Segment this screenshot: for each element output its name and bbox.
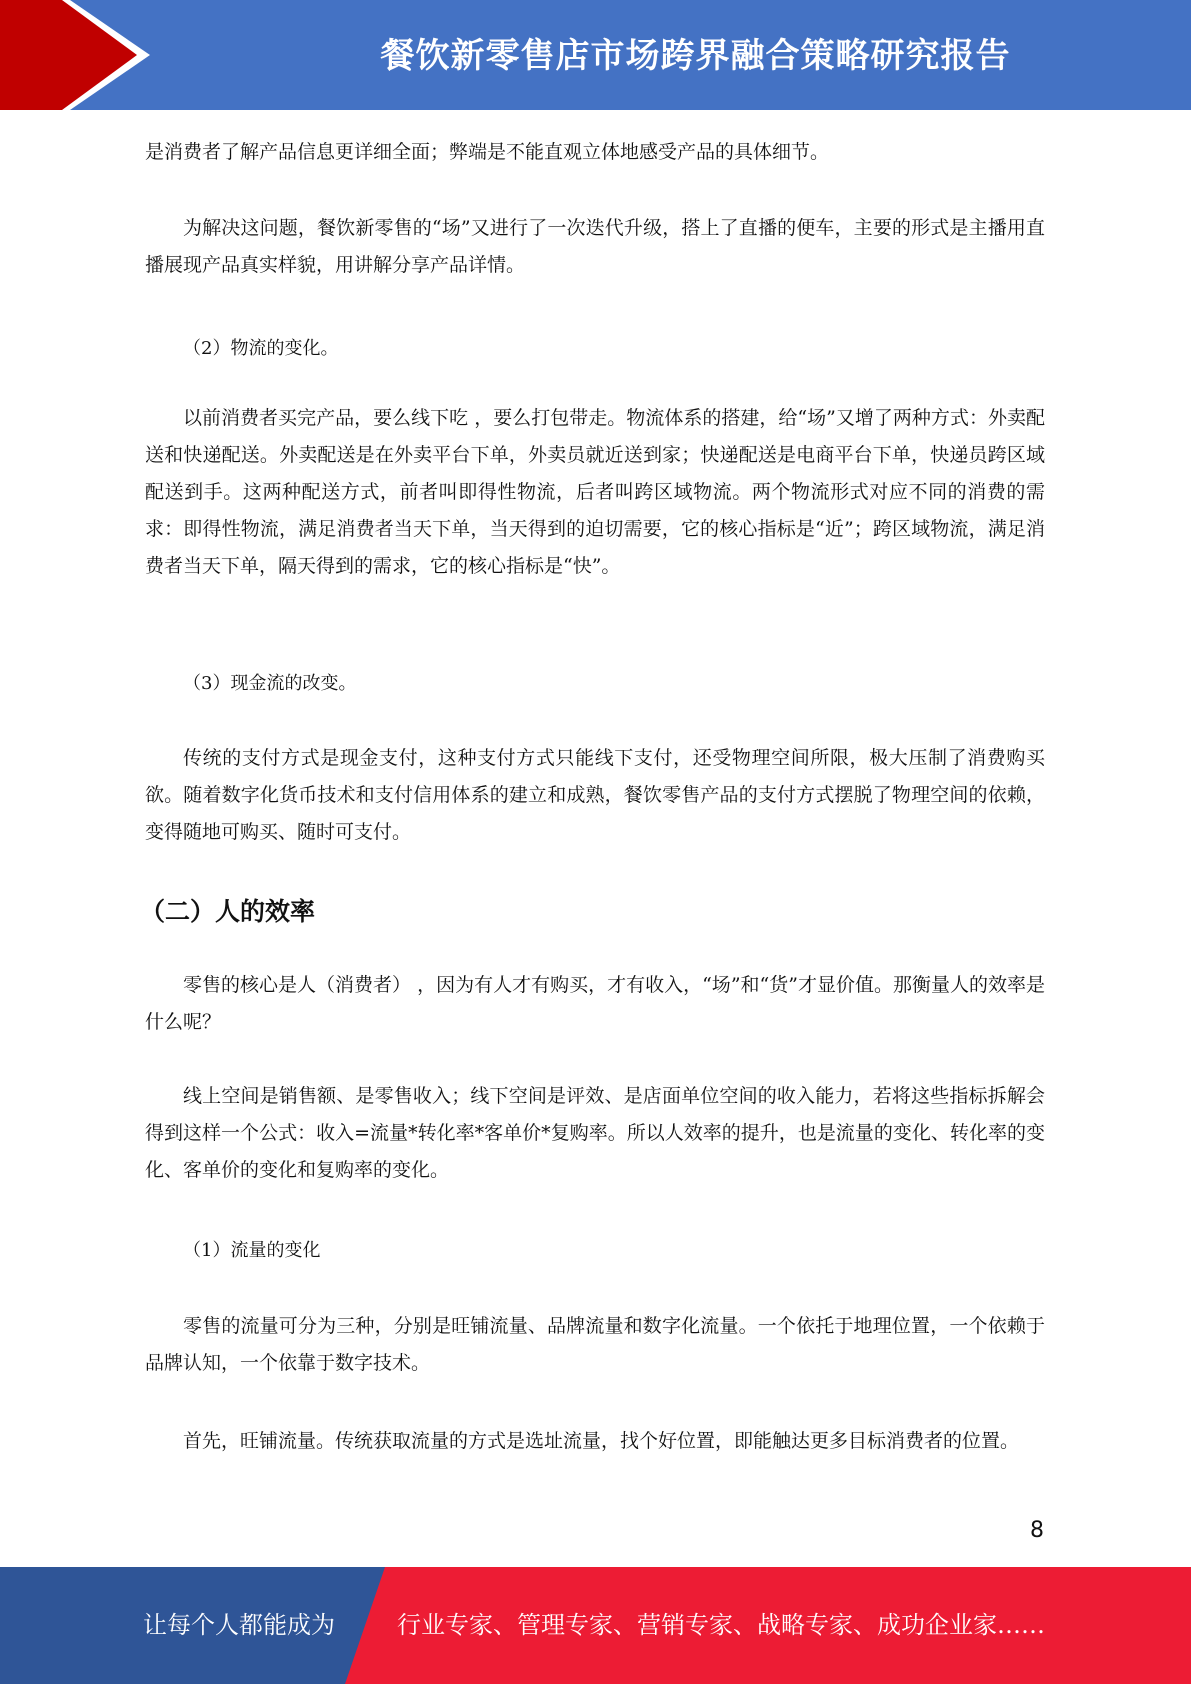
- paragraph: 首先，旺铺流量。传统获取流量的方式是选址流量，找个好位置，即能触达更多目标消费者的位置。: [183, 1430, 1020, 1452]
- paragraph: 为解决这问题，餐饮新零售的“场”又进行了一次迭代升级，搭上了直播的便车，主要的形式是主播用直播展现产品真实样貌，用讲解分享产品详情。: [145, 217, 1045, 276]
- subheading: （1）流量的变化: [183, 1240, 321, 1261]
- section-heading: （二）人的效率: [140, 897, 316, 926]
- subheading: （3）现金流的改变。: [183, 673, 357, 694]
- paragraph: 零售的流量可分为三种，分别是旺铺流量、品牌流量和数字化流量。一个依托于地理位置，一个依赖于品牌认知，一个依靠于数字技术。: [145, 1315, 1045, 1374]
- paragraph: 以前消费者买完产品，要么线下吃 ，要么打包带走。物流体系的搭建，给“场”又增了两种方式：外卖配送和快递配送。外卖配送是在外卖平台下单，外卖员就近送到家；快递配送是电商平台下单，快递员跨区域配送到手。这两种配送方式，前者叫即得性物流，后者叫跨区域物流。两个物流形式对应不同的消费的需求：即得性物流，满足消费者当天下单，当天得到的迫切需要，它的核心指标是“近”；跨区域物流，满足消费者当天下单，隔天得到的需求，它的核心指标是“快”。: [145, 407, 1045, 577]
- paragraph: 传统的支付方式是现金支付，这种支付方式只能线下支付，还受物理空间所限，极大压制了消费购买欲。随着数字化货币技术和支付信用体系的建立和成熟，餐饮零售产品的支付方式摆脱了物理空间的依赖，变得随地可购买、随时可支付。: [145, 747, 1045, 843]
- page-number: 8: [1030, 1518, 1044, 1543]
- paragraph: 零售的核心是人（消费者） ，因为有人才有购买，才有收入，“场”和“货”才显价值。那衡量人的效率是什么呢？: [145, 974, 1045, 1033]
- paragraph: 线上空间是销售额、是零售收入；线下空间是评效、是店面单位空间的收入能力，若将这些指标拆解会得到这样一个公式：收入=流量*转化率*客单价*复购率。所以人效率的提升，也是流量的变化、转化率的变化、客单价的变化和复购率的变化。: [145, 1085, 1045, 1181]
- paragraph: 是消费者了解产品信息更详细全面；弊端是不能直观立体地感受产品的具体细节。: [145, 141, 830, 163]
- subheading: （2）物流的变化。: [183, 338, 339, 359]
- page-header: [0, 0, 1191, 110]
- footer-slogan-left: 让每个人都能成为: [143, 1611, 335, 1639]
- footer-slogan-right: 行业专家、管理专家、营销专家、战略专家、成功企业家……: [397, 1611, 1045, 1639]
- page-footer: [0, 1567, 1191, 1684]
- report-title: 餐饮新零售店市场跨界融合策略研究报告: [380, 36, 1011, 76]
- red-arrow-decoration: [0, 0, 200, 110]
